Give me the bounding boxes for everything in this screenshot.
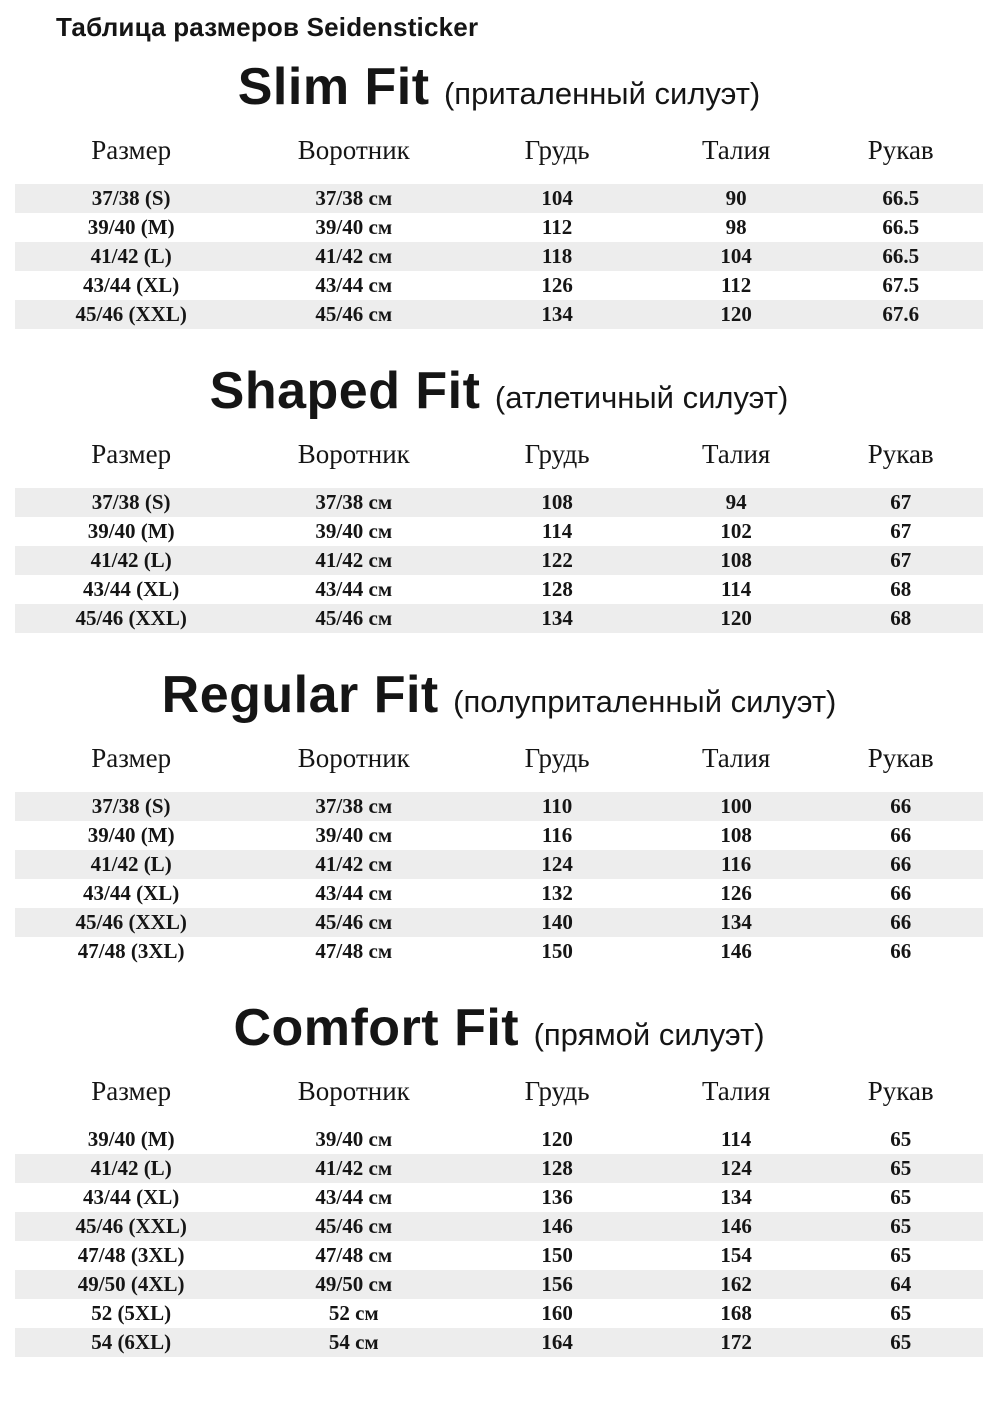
- fit-subtitle: (прямой силуэт): [533, 1017, 765, 1052]
- table-row: [15, 242, 983, 271]
- fit-subtitle: (атлетичный силуэт): [494, 380, 789, 415]
- table-cell: 114: [541, 519, 573, 543]
- header-row: [15, 731, 983, 792]
- fit-name: Slim Fit: [237, 58, 430, 116]
- section-heading: [0, 998, 998, 1058]
- table-cell: 47/48 (3XL): [77, 939, 185, 963]
- table-cell: 162: [654, 1270, 819, 1299]
- col-header-sleeve: Рукав: [867, 743, 934, 773]
- table-cell: 66: [818, 850, 983, 879]
- fit-name: Shaped Fit: [209, 362, 481, 420]
- col-header-waist: Талия: [701, 743, 771, 773]
- table-cell: 41/42 (L): [15, 546, 247, 575]
- table-cell: 47/48 см: [315, 1243, 393, 1267]
- table-cell: 146: [460, 1212, 654, 1241]
- table-cell: 146: [720, 939, 752, 963]
- table-row: [15, 850, 983, 879]
- table-cell: 98: [725, 215, 747, 239]
- table-cell: 102: [720, 519, 752, 543]
- table-cell: 39/40 (M): [87, 823, 175, 847]
- table-cell: 114: [720, 1127, 752, 1151]
- table-cell: 43/44 см: [315, 1185, 393, 1209]
- table-cell: 66: [818, 792, 983, 821]
- table-cell: 49/50 см: [247, 1270, 460, 1299]
- table-row: [15, 1299, 983, 1328]
- table-row: [15, 1154, 983, 1183]
- table-row: [15, 937, 983, 966]
- col-header-chest: Грудь: [524, 1076, 590, 1106]
- table-cell: 45/46 см: [247, 300, 460, 329]
- table-cell: 134: [654, 908, 819, 937]
- table-row: [15, 488, 983, 517]
- fit-name: Regular Fit: [161, 666, 439, 724]
- table-cell: 37/38 см: [247, 184, 460, 213]
- table-cell: 160: [541, 1301, 573, 1325]
- table-cell: 126: [720, 881, 752, 905]
- table-cell: 65: [890, 1243, 912, 1267]
- table-cell: 124: [654, 1154, 819, 1183]
- table-row: [15, 1241, 983, 1270]
- table-cell: 67: [818, 488, 983, 517]
- col-header-collar: Воротник: [297, 1076, 410, 1106]
- table-row: [15, 213, 983, 242]
- table-cell: 65: [890, 1127, 912, 1151]
- table-cell: 49/50 (4XL): [15, 1270, 247, 1299]
- table-cell: 120: [541, 1127, 573, 1151]
- table-cell: 66: [890, 823, 912, 847]
- col-header-collar: Воротник: [297, 743, 410, 773]
- col-header-waist: Талия: [701, 1076, 771, 1106]
- table-row: [15, 300, 983, 329]
- table-cell: 43/44 (XL): [83, 577, 180, 601]
- table-cell: 110: [460, 792, 654, 821]
- table-cell: 45/46 (XXL): [15, 300, 247, 329]
- table-cell: 37/38 см: [247, 488, 460, 517]
- table-cell: 172: [654, 1328, 819, 1357]
- col-header-waist: Талия: [701, 439, 771, 469]
- table-cell: 126: [541, 273, 573, 297]
- table-cell: 104: [460, 184, 654, 213]
- col-header-chest: Грудь: [524, 439, 590, 469]
- table-row: [15, 1328, 983, 1357]
- col-header-size: Размер: [91, 439, 172, 469]
- table-cell: 66.5: [818, 242, 983, 271]
- table-cell: 108: [720, 823, 752, 847]
- table-cell: 134: [720, 1185, 752, 1209]
- table-cell: 66: [890, 881, 912, 905]
- col-header-chest: Грудь: [524, 135, 590, 165]
- table-cell: 116: [541, 823, 573, 847]
- table-cell: 45/46 см: [247, 1212, 460, 1241]
- table-row: [15, 1183, 983, 1212]
- table-cell: 45/46 (XXL): [15, 604, 247, 633]
- table-cell: 114: [720, 577, 752, 601]
- table-cell: 43/44 (XL): [83, 881, 180, 905]
- col-header-collar: Воротник: [297, 135, 410, 165]
- table-cell: 94: [654, 488, 819, 517]
- table-cell: 39/40 см: [315, 1127, 393, 1151]
- table-cell: 67.6: [818, 300, 983, 329]
- col-header-waist: Талия: [701, 135, 771, 165]
- table-cell: 67: [818, 546, 983, 575]
- table-cell: 47/48 см: [315, 939, 393, 963]
- section-slim-fit: [0, 57, 998, 329]
- col-header-sleeve: Рукав: [867, 135, 934, 165]
- col-header-sleeve: Рукав: [867, 439, 934, 469]
- table-cell: 52 (5XL): [91, 1301, 172, 1325]
- table-cell: 146: [654, 1212, 819, 1241]
- col-header-size: Размер: [91, 135, 172, 165]
- table-cell: 136: [541, 1185, 573, 1209]
- table-row: [15, 879, 983, 908]
- table-cell: 150: [541, 1243, 573, 1267]
- table-cell: 39/40 (M): [87, 215, 175, 239]
- table-row: [15, 271, 983, 300]
- table-cell: 54 см: [247, 1328, 460, 1357]
- header-row: [15, 427, 983, 488]
- table-row: [15, 792, 983, 821]
- regular-fit-table: [15, 731, 983, 966]
- table-row: [15, 1270, 983, 1299]
- table-cell: 132: [541, 881, 573, 905]
- table-cell: 65: [818, 1212, 983, 1241]
- table-row: [15, 821, 983, 850]
- table-cell: 164: [460, 1328, 654, 1357]
- section-heading: [0, 361, 998, 421]
- table-cell: 43/44 (XL): [83, 273, 180, 297]
- table-cell: 124: [460, 850, 654, 879]
- table-cell: 122: [460, 546, 654, 575]
- section-heading: [0, 665, 998, 725]
- table-cell: 68: [890, 577, 912, 601]
- table-cell: 43/44 см: [315, 273, 393, 297]
- table-cell: 66: [818, 908, 983, 937]
- header-row: [15, 123, 983, 184]
- table-cell: 41/42 (L): [15, 1154, 247, 1183]
- header-row: [15, 1064, 983, 1125]
- table-cell: 39/40 (M): [87, 519, 175, 543]
- table-cell: 66.5: [818, 184, 983, 213]
- table-cell: 68: [818, 604, 983, 633]
- table-cell: 41/42 см: [247, 546, 460, 575]
- table-cell: 45/46 см: [247, 908, 460, 937]
- fit-subtitle: (полуприталенный силуэт): [453, 684, 837, 719]
- section-heading: [0, 57, 998, 117]
- table-cell: 41/42 (L): [15, 242, 247, 271]
- table-cell: 52 см: [328, 1301, 379, 1325]
- table-cell: 67: [890, 519, 912, 543]
- table-cell: 108: [460, 488, 654, 517]
- table-cell: 39/40 см: [315, 519, 393, 543]
- table-cell: 108: [654, 546, 819, 575]
- table-cell: 47/48 (3XL): [77, 1243, 185, 1267]
- table-cell: 128: [460, 1154, 654, 1183]
- table-cell: 140: [460, 908, 654, 937]
- fit-name: Comfort Fit: [233, 999, 520, 1057]
- fit-subtitle: (приталенный силуэт): [443, 76, 761, 111]
- table-cell: 39/40 (M): [87, 1127, 175, 1151]
- table-row: [15, 546, 983, 575]
- table-row: [15, 184, 983, 213]
- table-cell: 134: [460, 300, 654, 329]
- section-comfort-fit: [0, 998, 998, 1357]
- table-cell: 45/46 (XXL): [15, 1212, 247, 1241]
- table-cell: 45/46 см: [247, 604, 460, 633]
- table-cell: 37/38 (S): [15, 488, 247, 517]
- table-cell: 118: [460, 242, 654, 271]
- section-regular-fit: [0, 665, 998, 966]
- table-cell: 65: [818, 1154, 983, 1183]
- table-cell: 65: [890, 1185, 912, 1209]
- table-cell: 39/40 см: [315, 215, 393, 239]
- table-cell: 150: [541, 939, 573, 963]
- table-cell: 45/46 (XXL): [15, 908, 247, 937]
- section-shaped-fit: [0, 361, 998, 633]
- table-cell: 90: [654, 184, 819, 213]
- table-cell: 154: [720, 1243, 752, 1267]
- table-cell: 134: [460, 604, 654, 633]
- table-cell: 39/40 см: [315, 823, 393, 847]
- table-cell: 43/44 (XL): [83, 1185, 180, 1209]
- table-cell: 41/42 см: [247, 242, 460, 271]
- table-cell: 66: [890, 939, 912, 963]
- table-cell: 37/38 (S): [15, 792, 247, 821]
- table-cell: 41/42 см: [247, 850, 460, 879]
- table-cell: 43/44 см: [315, 881, 393, 905]
- col-header-collar: Воротник: [297, 439, 410, 469]
- slim-fit-table: [15, 123, 983, 329]
- table-cell: 120: [654, 604, 819, 633]
- table-cell: 54 (6XL): [15, 1328, 247, 1357]
- table-cell: 120: [654, 300, 819, 329]
- page-title: Таблица размеров Seidensticker: [56, 12, 479, 42]
- table-row: [15, 1125, 983, 1154]
- table-row: [15, 575, 983, 604]
- table-cell: 67.5: [882, 273, 920, 297]
- table-cell: 64: [818, 1270, 983, 1299]
- table-cell: 65: [890, 1301, 912, 1325]
- table-cell: 43/44 см: [315, 577, 393, 601]
- table-cell: 156: [460, 1270, 654, 1299]
- comfort-fit-table: [15, 1064, 983, 1357]
- table-cell: 100: [654, 792, 819, 821]
- table-cell: 168: [720, 1301, 752, 1325]
- table-row: [15, 908, 983, 937]
- table-cell: 112: [541, 215, 573, 239]
- table-cell: 37/38 (S): [15, 184, 247, 213]
- table-cell: 104: [654, 242, 819, 271]
- table-row: [15, 517, 983, 546]
- table-cell: 41/42 (L): [15, 850, 247, 879]
- table-row: [15, 1212, 983, 1241]
- table-cell: 112: [720, 273, 752, 297]
- col-header-size: Размер: [91, 1076, 172, 1106]
- shaped-fit-table: [15, 427, 983, 633]
- col-header-sleeve: Рукав: [867, 1076, 934, 1106]
- table-cell: 116: [654, 850, 819, 879]
- table-row: [15, 604, 983, 633]
- col-header-size: Размер: [91, 743, 172, 773]
- table-cell: 37/38 см: [247, 792, 460, 821]
- table-cell: 65: [818, 1328, 983, 1357]
- table-cell: 66.5: [882, 215, 920, 239]
- col-header-chest: Грудь: [524, 743, 590, 773]
- table-cell: 41/42 см: [247, 1154, 460, 1183]
- table-cell: 128: [541, 577, 573, 601]
